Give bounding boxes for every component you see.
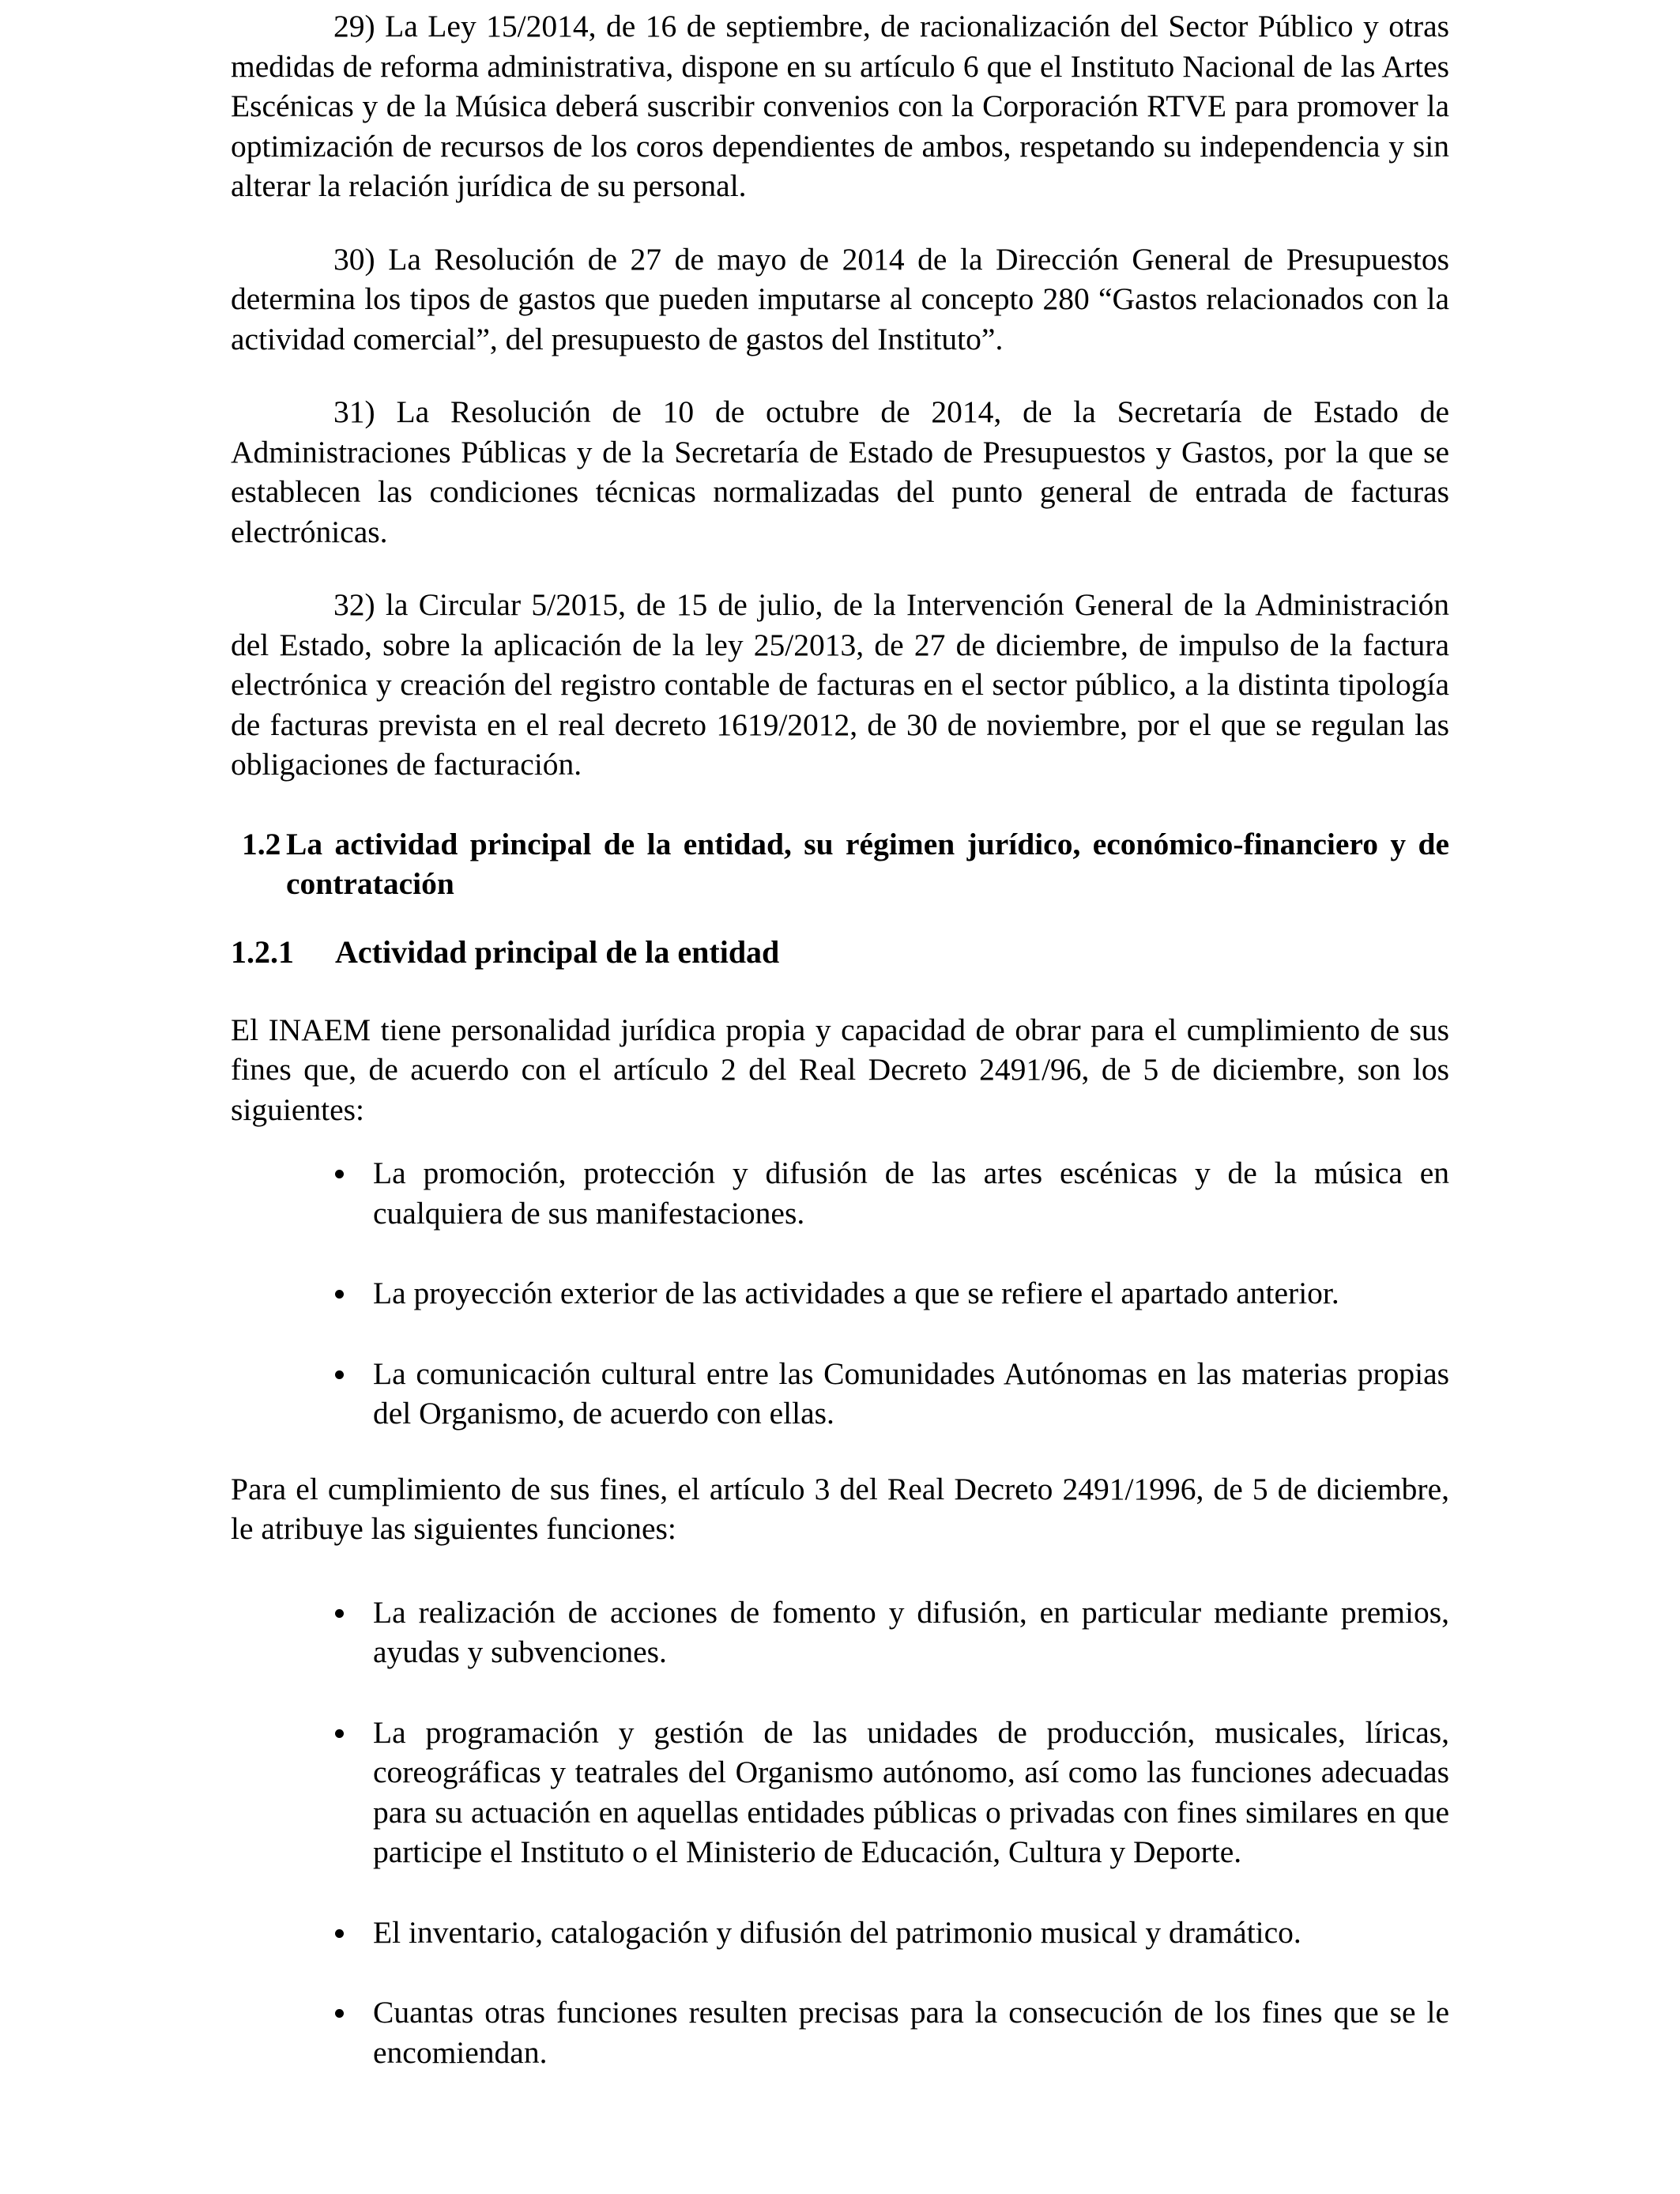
bullet-icon [335, 2009, 344, 2018]
list-item [373, 1153, 1449, 1233]
bullet-icon [335, 1609, 344, 1618]
bullet-icon [335, 1290, 344, 1299]
list-item-text: Cuantas otras funciones resulten precisas para la consecución de los fines que se le encomiendan. [373, 1995, 1449, 2070]
list-item [373, 1913, 1449, 1953]
fines-list [231, 1153, 1449, 1434]
section-heading-1-2 [231, 824, 1449, 904]
list-item-text: La proyección exterior de las actividades a que se refiere el apartado anterior. [373, 1276, 1339, 1310]
section-title: La actividad principal de la entidad, su régimen jurídico, económico-financiero y de contratación [286, 826, 1449, 901]
list-item-text: La promoción, protección y difusión de las artes escénicas y de la música en cualquiera de sus manifestaciones. [373, 1155, 1449, 1231]
funciones-list [231, 1593, 1449, 2073]
subsection-number: 1.2.1 [231, 933, 294, 970]
list-item-text: La comunicación cultural entre las Comunidades Autónomas en las materias propias del Organismo, de acuerdo con ellas. [373, 1355, 1449, 1431]
list-item-text: El inventario, catalogación y difusión del patrimonio musical y dramático. [373, 1914, 1301, 1950]
bullet-icon [335, 1170, 344, 1178]
list-item [373, 1593, 1449, 1672]
intro-fines-paragraph: El INAEM tiene personalidad jurídica propia y capacidad de obrar para el cumplimiento de sus fines que, de acuerdo con el artículo 2 del Real Decreto 2491/96, de 5 de diciembre, son los siguientes: [231, 1012, 1449, 1127]
paragraph-29: 29) La Ley 15/2014, de 16 de septiembre, de racionalización del Sector Público y otras medidas de reforma administrativa, dispone en su artículo 6 que el Instituto Nacional de las Artes Escénicas y de la Música deberá suscribir convenios con la Corporación RTVE para promover la optimización de recursos de los coros dependientes de ambos, respetando su independencia y sin alterar la relación jurídica de su personal. [231, 9, 1449, 203]
section-number: 1.2 [242, 826, 281, 861]
list-item [373, 1354, 1449, 1434]
subsection-heading-1-2-1 [231, 933, 1449, 972]
bullet-icon [335, 1370, 344, 1379]
subsection-title: Actividad principal de la entidad [335, 933, 780, 970]
list-item-text: La programación y gestión de las unidades de producción, musicales, líricas, coreográficas y teatrales del Organismo autónomo, así como las funciones adecuadas para su actuación en aquellas entidades públicas o privadas con fines similares en que participe el Instituto o el Ministerio de Educación, Cultura y Deporte. [373, 1714, 1449, 1869]
list-item-text: La realización de acciones de fomento y difusión, en particular mediante premios, ayudas y subvenciones. [373, 1594, 1449, 1669]
list-item [373, 1273, 1449, 1314]
bullet-icon [335, 1729, 344, 1738]
list-item [373, 1992, 1449, 2072]
intro-funciones-paragraph: Para el cumplimiento de sus fines, el artículo 3 del Real Decreto 2491/1996, de 5 de diciembre, le atribuye las siguientes funciones: [231, 1471, 1449, 1546]
list-item [373, 1713, 1449, 1872]
paragraph-32: 32) la Circular 5/2015, de 15 de julio, de la Intervención General de la Administración del Estado, sobre la aplicación de la ley 25/2013, de 27 de diciembre, de impulso de la factura electrónica y creación del registro contable de facturas en el sector público, a la distinta tipología de facturas prevista en el real decreto 1619/2012, de 30 de noviembre, por el que se regulan las obligaciones de facturación. [231, 587, 1449, 782]
paragraph-31: 31) La Resolución de 10 de octubre de 2014, de la Secretaría de Estado de Administraciones Públicas y de la Secretaría de Estado de Presupuestos y Gastos, por la que se establecen las condiciones técnicas normalizadas del punto general de entrada de facturas electrónicas. [231, 394, 1449, 549]
bullet-icon [335, 1929, 344, 1938]
document-page [231, 6, 1449, 2072]
paragraph-30: 30) La Resolución de 27 de mayo de 2014 de la Dirección General de Presupuestos determina los tipos de gastos que pueden imputarse al concepto 280 “Gastos relacionados con la actividad comercial”, del presupuesto de gastos del Instituto”. [231, 241, 1449, 356]
